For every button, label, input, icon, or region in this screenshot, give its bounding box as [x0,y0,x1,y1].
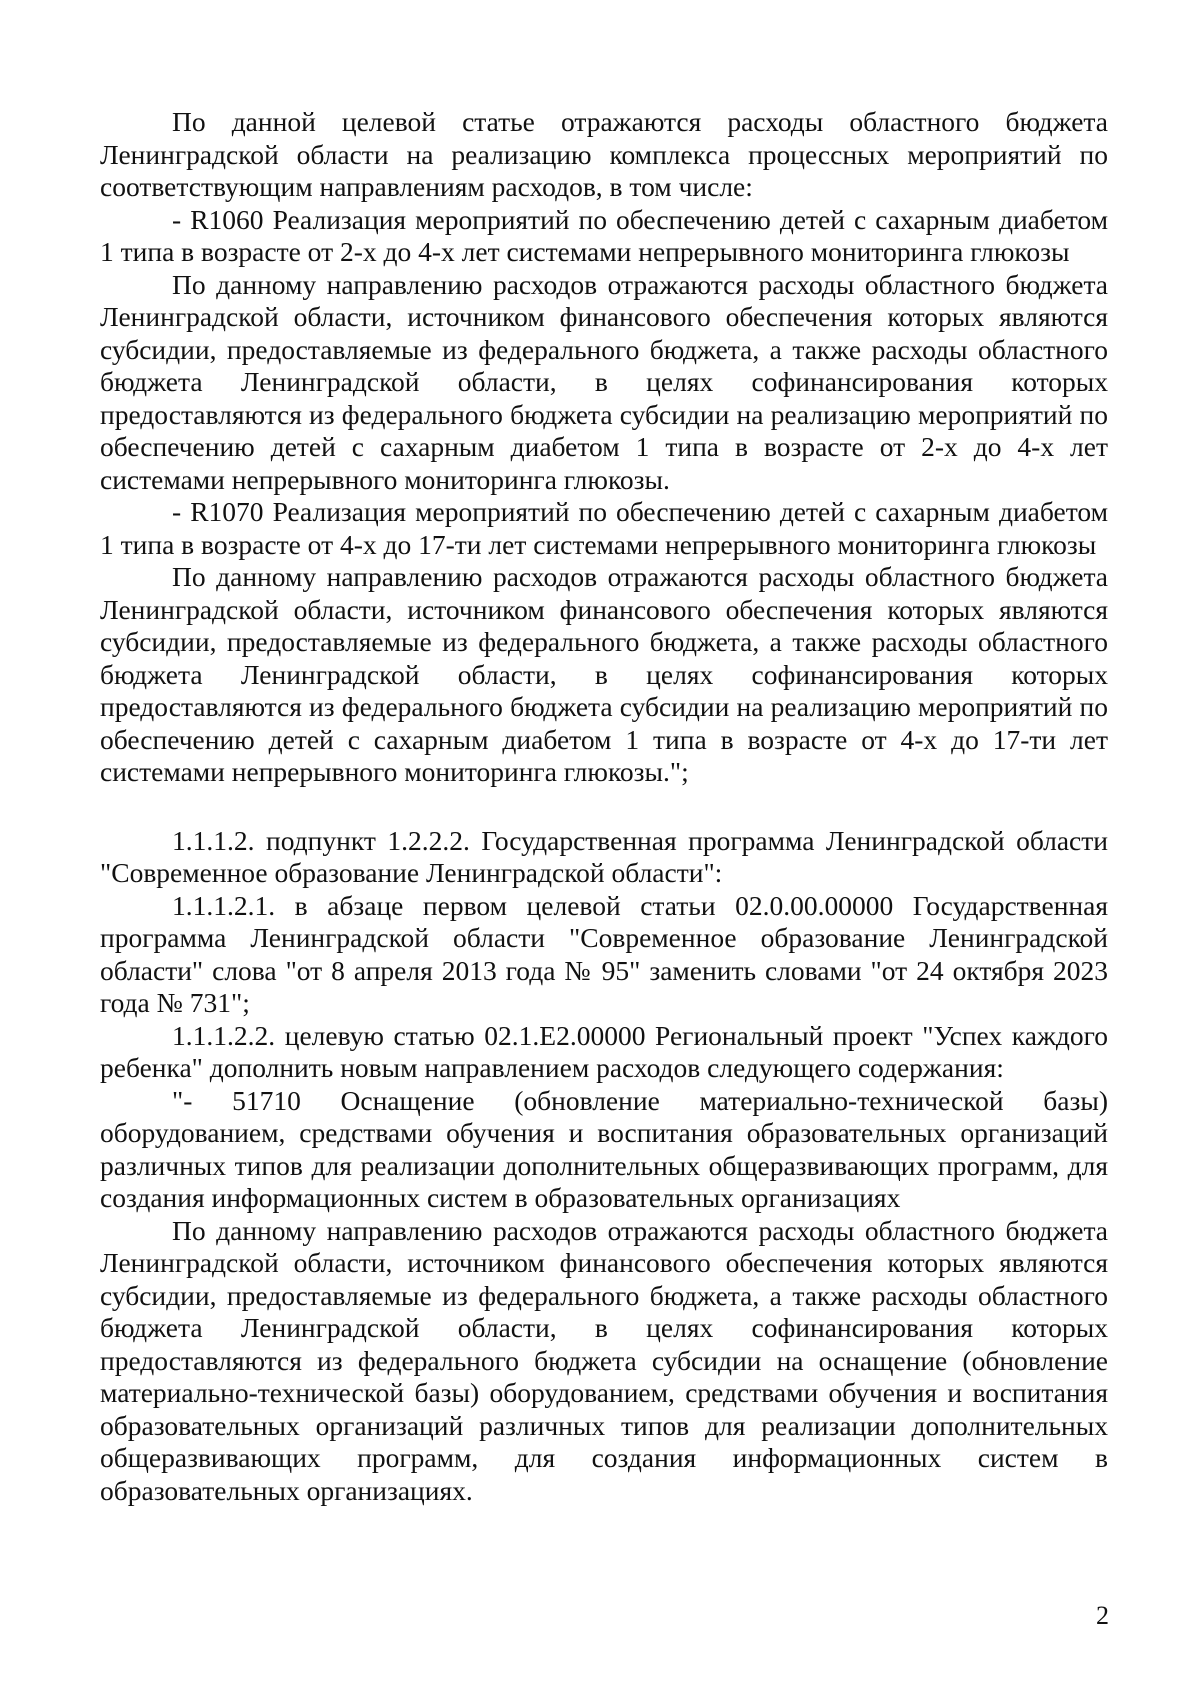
paragraph-item-r1060: - R1060 Реализация мероприятий по обеспечению детей с сахарным диабетом 1 типа в возрасте от 2-х до 4-х лет системами непрерывного мониторинга глюкозы [100,203,1108,267]
paragraph-item-r1070: - R1070 Реализация мероприятий по обеспечению детей с сахарным диабетом 1 типа в возрасте от 4-х до 17-ти лет системами непрерывного мониторинга глюкозы [100,496,1108,560]
page-number: 2 [1096,1601,1109,1630]
section-spacer [100,789,1108,825]
document-body [100,106,1108,1507]
paragraph-item-51710: "- 51710 Оснащение (обновление материально-технической базы) оборудованием, средствами обучения и воспитания образовательных организаций различных типов для реализации дополнительных общеразвивающих программ, для создания информационных систем в образовательных организациях [100,1084,1108,1213]
paragraph-r1060-description: По данному направлению расходов отражаются расходы областного бюджета Ленинградской области, источником финансового обеспечения которых являются субсидии, предоставляемые из федерального бюджета, а также расходы областного бюджета Ленинградской области, в целях софинансирования которых предоставляются из федерального бюджета субсидии на реализацию мероприятий по обеспечению детей с сахарным диабетом 1 типа в возрасте от 2-х до 4-х лет системами непрерывного мониторинга глюкозы. [100,268,1108,495]
paragraph-subitem-1-1-1-2: 1.1.1.2. подпункт 1.2.2.2. Государственная программа Ленинградской области "Современное образование Ленинградской области": [100,824,1108,888]
paragraph-intro: По данной целевой статье отражаются расходы областного бюджета Ленинградской области на реализацию комплекса процессных мероприятий по соответствующим направлениям расходов, в том числе: [100,106,1108,202]
paragraph-subitem-1-1-1-2-2: 1.1.1.2.2. целевую статью 02.1.Е2.00000 Региональный проект "Успех каждого ребенка" дополнить новым направлением расходов следующего содержания: [100,1019,1108,1083]
paragraph-51710-description: По данному направлению расходов отражаются расходы областного бюджета Ленинградской области, источником финансового обеспечения которых являются субсидии, предоставляемые из федерального бюджета, а также расходы областного бюджета Ленинградской области, в целях софинансирования которых предоставляются из федерального бюджета субсидии на оснащение (обновление материально-технической базы) оборудованием, средствами обучения и воспитания образовательных организаций различных типов для реализации дополнительных общеразвивающих программ, для создания информационных систем в образовательных организациях. [100,1214,1108,1506]
paragraph-r1070-description: По данному направлению расходов отражаются расходы областного бюджета Ленинградской области, источником финансового обеспечения которых являются субсидии, предоставляемые из федерального бюджета, а также расходы областного бюджета Ленинградской области, в целях софинансирования которых предоставляются из федерального бюджета субсидии на реализацию мероприятий по обеспечению детей с сахарным диабетом 1 типа в возрасте от 4-х до 17-ти лет системами непрерывного мониторинга глюкозы."; [100,561,1108,787]
paragraph-subitem-1-1-1-2-1: 1.1.1.2.1. в абзаце первом целевой статьи 02.0.00.00000 Государственная программа Ленинградской области "Современное образование Ленинградской области" слова "от 8 апреля 2013 года № 95" заменить словами "от 24 октября 2023 года № 731"; [100,889,1108,1018]
